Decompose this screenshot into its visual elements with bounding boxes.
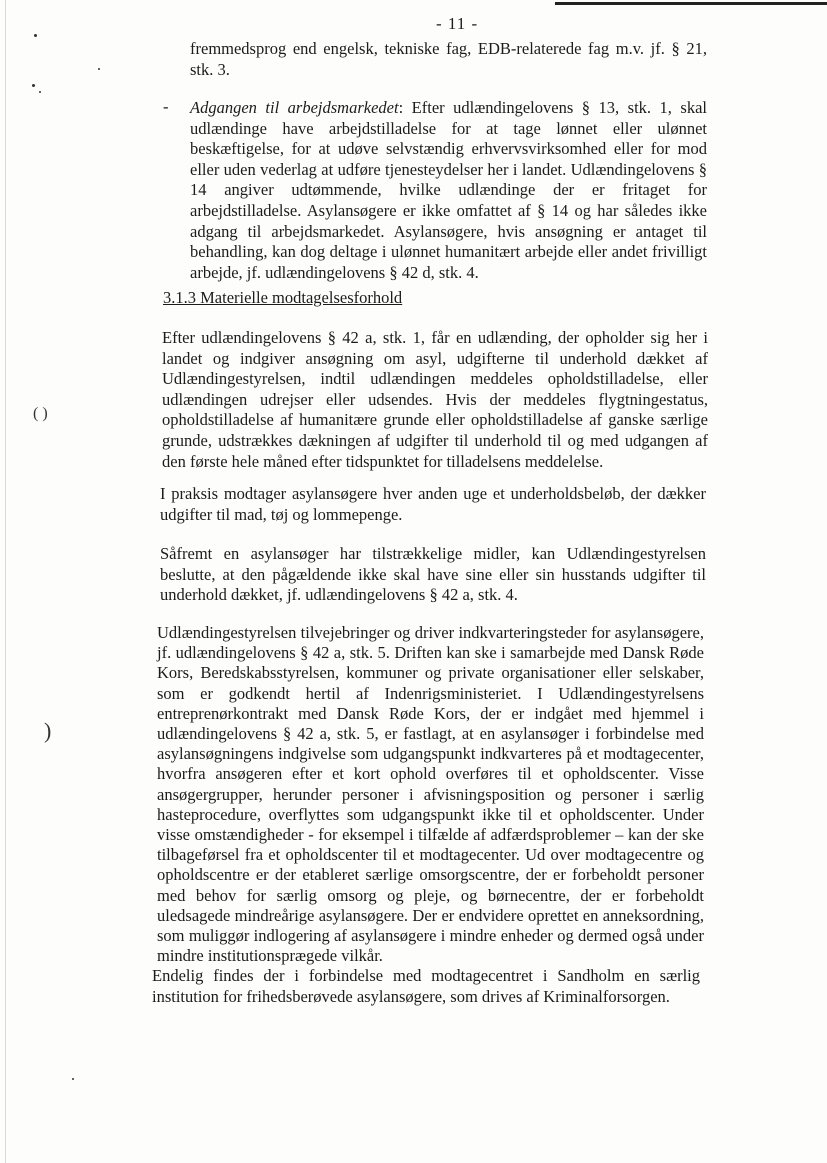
paragraph-text: Såfremt en asylansøger har tilstrækkelige midler, kan Udlændingestyrelsen beslutte, at den pågældende ikke skal have sine eller sin husstands udgifter til underhold dækket, jf. udlændingelovens § 42 a, stk. 4. <box>160 544 706 605</box>
continuation-paragraph: fremmedsprog end engelsk, tekniske fag, EDB-relaterede fag m.v. jf. § 21, stk. 3. <box>190 39 707 79</box>
scan-left-edge <box>5 0 6 1163</box>
scan-speck <box>32 84 35 87</box>
bullet-paragraph <box>190 98 707 283</box>
body-paragraph <box>162 328 708 472</box>
scan-speck <box>72 1078 74 1080</box>
page-number: - 11 - <box>436 14 479 33</box>
paragraph-text: Udlændingestyrelsen tilvejebringer og driver indkvarteringsteder for asylansøgere, jf. udlændingelovens § 42 a, stk. 5. Driften kan ske i samarbejde med Dansk Røde Kors, Beredskabsstyrelsen, kommuner og private organisationer eller selskaber, som er godkendt hertil af Indenrigsministeriet. I Udlændingestyrelsens entreprenørkontrakt med Dansk Røde Kors, der er indgået med hjemmel i udlændingelovens § 42 a, stk. 5, er fastlagt, at en asylansøger i forbindelse med asylansøgningens indgivelse som udgangspunkt indkvarteres på et modtagecenter, hvorfra ansøgeren efter et kort ophold overføres til et opholdscenter. Visse ansøgergrupper, herunder personer i afvisningsposition og personer i særlig hasteprocedure, overflyttes som udgangspunkt ikke til et opholdscenter. Under visse omstændigheder - for eksempel i tilfælde af adfærdsproblemer – kan der ske tilbageførsel fra et opholdscenter til et modtagecenter. Ud over modtagecentre og opholdscentre er der etableret særlige omsorgscentre, der er forbeholdt personer med behov for særlig omsorg og pleje, og børnecentre, der er forbeholdt uledsagede mindreårige asylansøgere. Der er endvidere oprettet en anneksordning, som muliggør indlogering af asylansøgere i mindre enheder og dermed også under mindre institutionsprægede vilkår. <box>157 623 704 966</box>
body-paragraph <box>160 544 706 606</box>
scan-speck <box>39 91 41 93</box>
punch-hole-mark: ) <box>44 718 52 743</box>
continuation-text <box>190 39 707 80</box>
paragraph-text: Endelig findes der i forbindelse med modtagecentret i Sandholm en særlig institution for frihedsberøvede asylansøgere, som drives af Kriminalforsorgen. <box>152 966 700 1006</box>
bullet-text: : Efter udlændingelovens § 13, stk. 1, skal udlændinge have arbejdstilladelse for at tage lønnet eller ulønnet beskæftigelse, for at udøve selvstændig erhvervsvirksomhed eller for mod eller uden vederlag at udføre tjenesteydelser her i landet. Udlændingelovens § 14 angiver udtømmende, hvilke udlændinge der er fritaget for arbejdstilladelse. Asylansøgere er ikke omfattet af § 14 og har således ikke adgang til arbejdsmarkedet. Asylansøgere, hvis ansøgning er antaget til behandling, kan dog deltage i ulønnet humanitært arbejde eller andet frivilligt arbejde, jf. udlændingelovens § 42 d, stk. 4. <box>190 98 707 282</box>
bullet-term: Adgangen til arbejdsmarkedet <box>190 98 399 117</box>
bullet-marker: - <box>163 97 169 116</box>
bullet-item <box>190 98 707 283</box>
scan-speck <box>34 34 37 37</box>
paragraph-text: I praksis modtager asylansøgere hver anden uge et underholdsbeløb, der dækker udgifter til mad, tøj og lommepenge. <box>160 484 706 524</box>
top-edge-line <box>555 2 827 5</box>
body-paragraph <box>152 966 700 1007</box>
section-heading: 3.1.3 Materielle modtagelsesforhold <box>163 288 403 307</box>
body-paragraph <box>157 623 704 966</box>
body-paragraph <box>160 484 706 525</box>
punch-hole-mark: ( ) <box>33 405 48 422</box>
paragraph-text: Efter udlændingelovens § 42 a, stk. 1, får en udlænding, der opholder sig her i landet og indgiver ansøgning om asyl, udgifterne til underhold dækket af Udlændingestyrelsen, indtil udlændingen meddeles opholdstilladelse, eller udlændingen udrejser eller udsendes. Hvis der meddeles flygtningestatus, opholdstilladelse af humanitære grunde eller opholdstilladelse af ganske særlige grunde, udstrækkes dækningen af udgifter til underhold til og med udgangen af den første hele måned efter tidspunktet for tilladelsens meddelelse. <box>162 328 708 471</box>
scan-speck <box>98 68 100 70</box>
